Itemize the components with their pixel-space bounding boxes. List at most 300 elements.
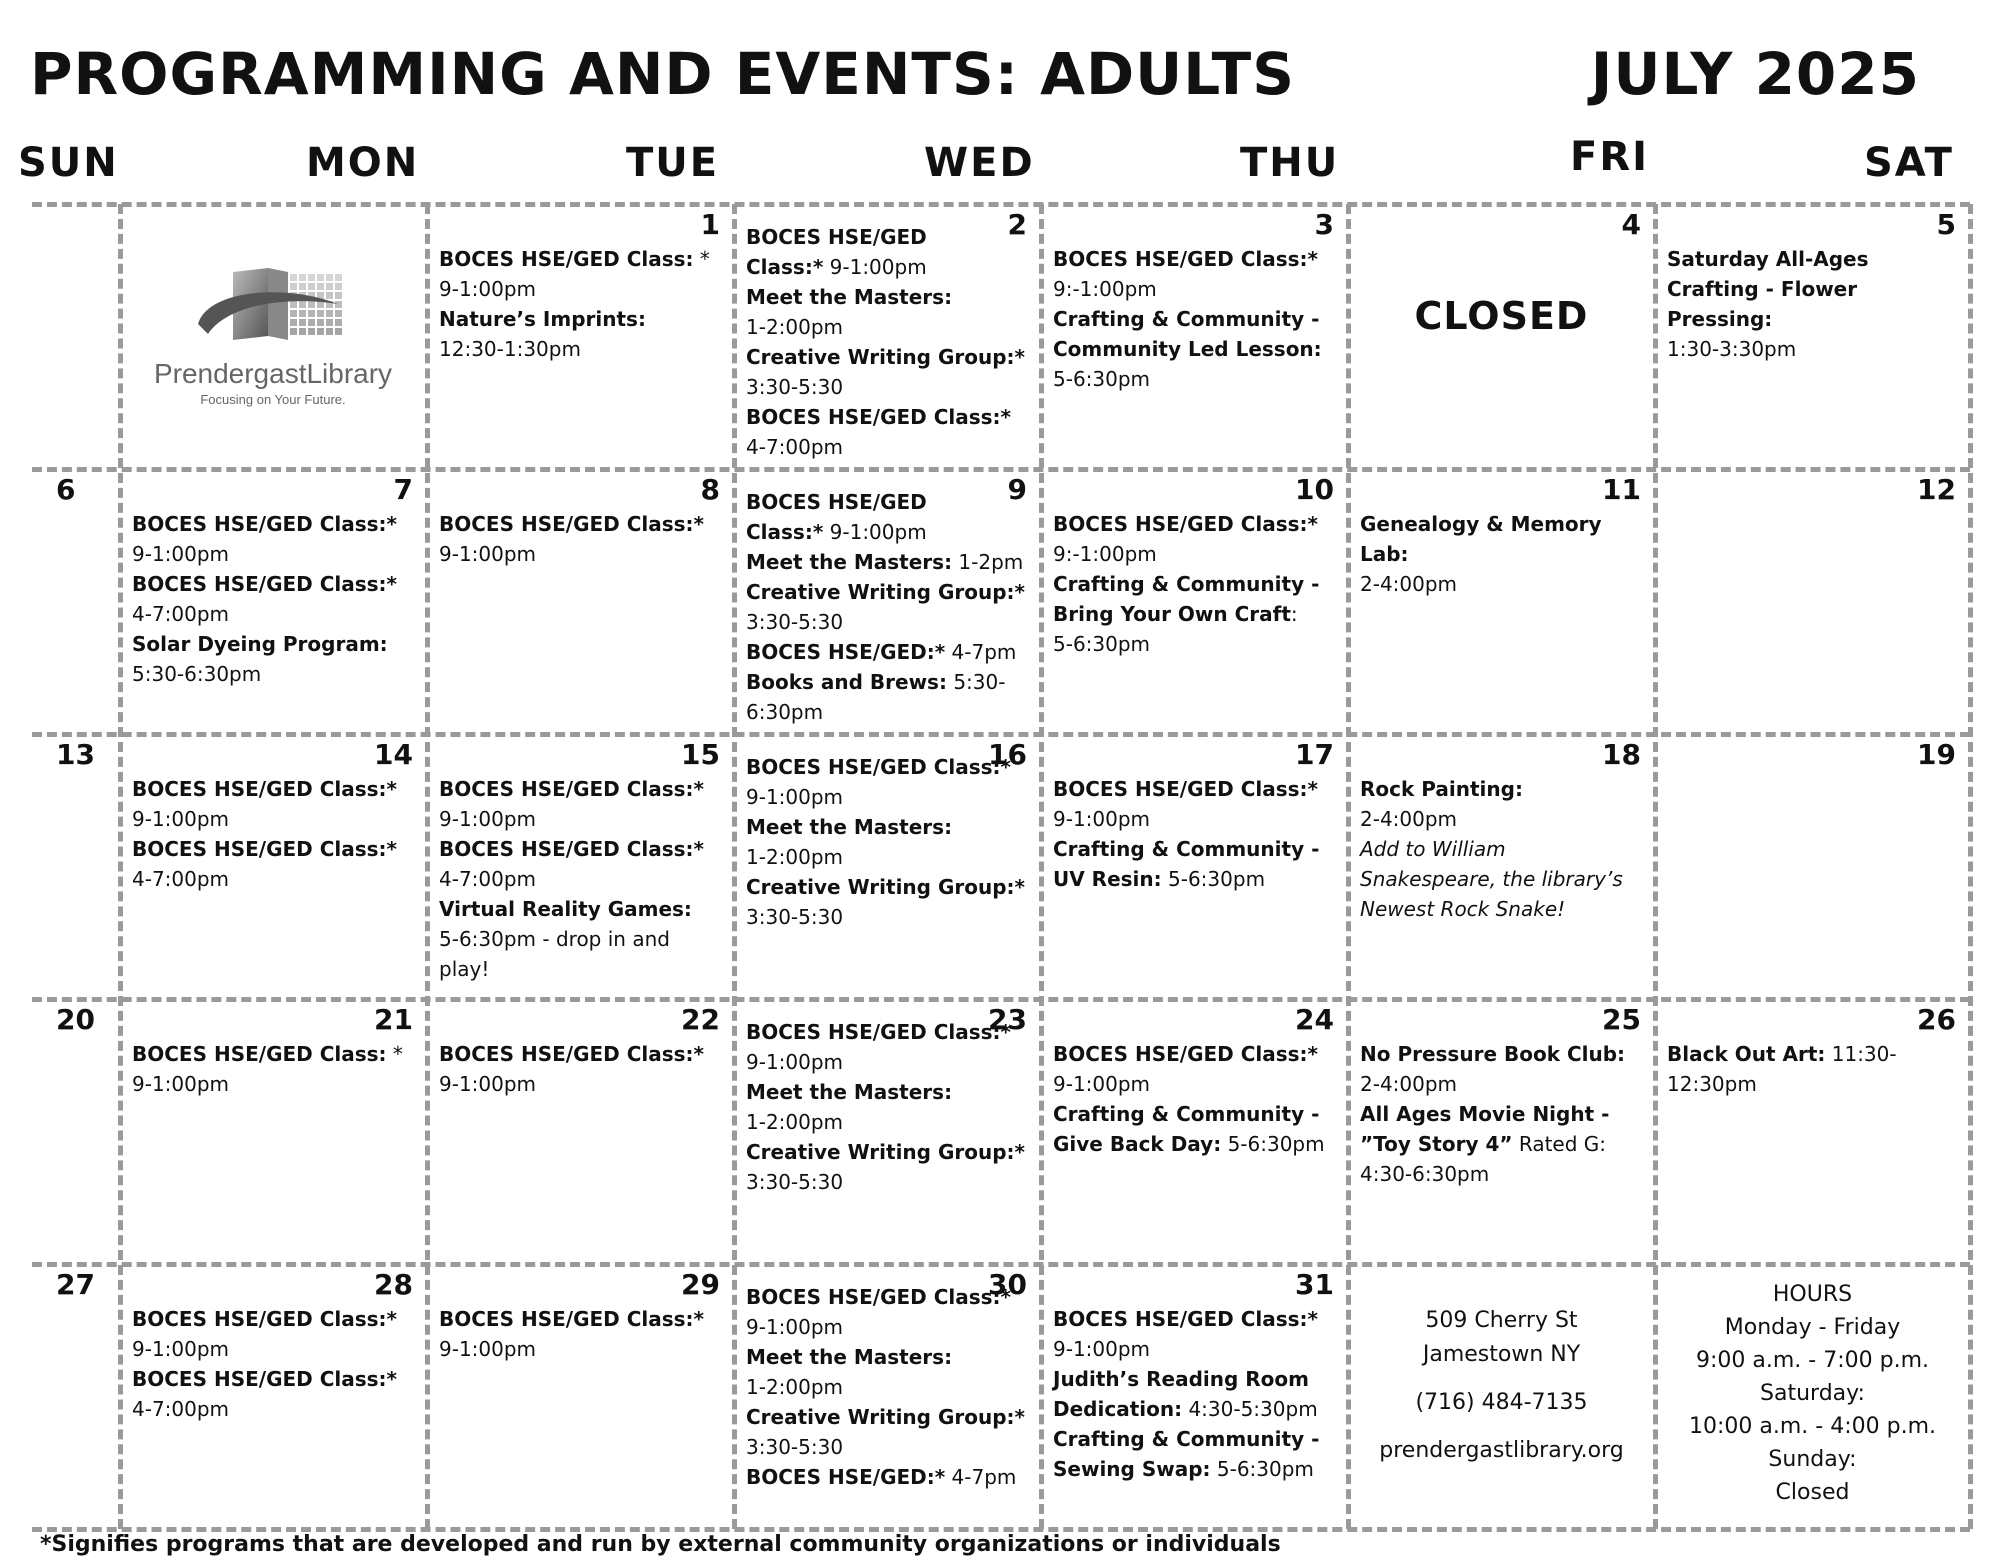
event-line	[1360, 1159, 1645, 1189]
event-line	[132, 539, 417, 569]
event-line	[132, 1069, 417, 1099]
event-time: 9-1:00pm	[132, 807, 230, 831]
event-line	[1053, 1424, 1338, 1454]
event-time: 2-4:00pm	[1360, 1072, 1458, 1096]
event-title: Dedication:	[1053, 1397, 1183, 1421]
event-time: 2-4:00pm	[1360, 572, 1458, 596]
event-line	[746, 782, 1031, 812]
event-line	[746, 667, 1031, 697]
event-list	[439, 244, 724, 364]
event-title: BOCES HSE/GED Class:*	[439, 512, 704, 536]
day-cell-sat	[1655, 1264, 1970, 1529]
hours-line: HOURS	[1772, 1282, 1853, 1307]
event-title: Meet the Masters:	[746, 1345, 953, 1369]
event-title: Meet the Masters:	[746, 550, 953, 574]
event-title: BOCES HSE/GED Class:*	[746, 405, 1011, 429]
event-time: 9-1:00pm	[439, 1072, 537, 1096]
day-cell-sun	[32, 999, 120, 1264]
event-line	[1053, 599, 1338, 629]
event-line	[746, 1372, 1031, 1402]
event-time: 5-6:30pm	[1053, 632, 1151, 656]
event-line	[1053, 1364, 1338, 1394]
event-title: Books and Brews:	[746, 670, 947, 694]
day-number: 16	[988, 738, 1027, 771]
event-time: 1-2:00pm	[746, 845, 844, 869]
day-header-wed: WED	[924, 140, 1035, 186]
event-time: 9-1:00pm	[439, 807, 537, 831]
event-time: 1-2:00pm	[746, 1110, 844, 1134]
event-title: Creative Writing Group:*	[746, 875, 1025, 899]
day-number: 9	[1007, 473, 1027, 506]
event-line	[1667, 1069, 1960, 1099]
day-cell-fri	[1348, 1264, 1655, 1529]
day-cell-tue	[427, 469, 734, 734]
event-line	[1053, 774, 1338, 804]
event-list	[746, 1282, 1031, 1492]
day-number: 13	[56, 738, 95, 771]
event-line	[1053, 1129, 1338, 1159]
day-header-tue: TUE	[626, 140, 720, 186]
event-time: 9-1:00pm	[823, 255, 927, 279]
event-line	[1053, 509, 1338, 539]
day-cell-tue	[427, 999, 734, 1264]
event-time: 2-4:00pm	[1360, 807, 1458, 831]
day-number: 24	[1295, 1003, 1334, 1036]
event-title: BOCES HSE/GED Class:*	[1053, 1307, 1318, 1331]
library-logo-tagline: Focusing on Your Future.	[200, 392, 346, 407]
hours-line: 9:00 a.m. - 7:00 p.m.	[1696, 1348, 1929, 1373]
event-line	[132, 1039, 417, 1069]
library-logo	[138, 264, 408, 407]
event-line	[439, 1334, 724, 1364]
event-line	[746, 312, 1031, 342]
event-line	[746, 1047, 1031, 1077]
day-cell-sat	[1655, 204, 1970, 469]
calendar-grid	[32, 204, 1970, 1529]
event-title: BOCES HSE/GED Class:*	[132, 572, 397, 596]
day-number: 5	[1936, 208, 1956, 241]
event-line	[746, 637, 1031, 667]
event-title: Crafting & Community -	[1053, 1102, 1320, 1126]
day-cell-thu	[1041, 999, 1348, 1264]
event-list	[746, 222, 1031, 462]
day-number: 22	[681, 1003, 720, 1036]
event-list	[439, 1304, 724, 1364]
event-line	[439, 509, 724, 539]
library-logo-icon	[138, 264, 408, 354]
event-time: 9:-1:00pm	[1053, 277, 1157, 301]
event-line	[746, 812, 1031, 842]
event-title: Creative Writing Group:*	[746, 345, 1025, 369]
event-line	[132, 509, 417, 539]
event-title: BOCES HSE/GED Class:*	[132, 1367, 397, 1391]
event-line	[132, 629, 417, 659]
day-cell-fri	[1348, 999, 1655, 1264]
event-title: Crafting & Community -	[1053, 1427, 1320, 1451]
event-time: 5-6:30pm	[1221, 1132, 1325, 1156]
event-time: 9:-1:00pm	[1053, 542, 1157, 566]
event-note: Snakespeare, the library’s	[1360, 867, 1623, 891]
day-number: 2	[1007, 208, 1027, 241]
event-line	[746, 1432, 1031, 1462]
event-list	[439, 774, 724, 984]
event-title: BOCES HSE/GED Class:*	[746, 1285, 1011, 1309]
event-line	[1667, 1039, 1960, 1069]
event-line	[132, 774, 417, 804]
day-number: 10	[1295, 473, 1334, 506]
event-time: 5-6:30pm	[1053, 367, 1151, 391]
day-cell-thu	[1041, 469, 1348, 734]
event-title: BOCES HSE/GED Class:*	[1053, 1042, 1318, 1066]
day-cell-sun	[32, 469, 120, 734]
event-title: BOCES HSE/GED	[746, 490, 927, 514]
event-line	[1360, 894, 1645, 924]
day-cell-mon	[120, 204, 427, 469]
day-number: 4	[1621, 208, 1641, 241]
event-line	[439, 244, 724, 274]
event-list	[1667, 1039, 1960, 1099]
day-number: 29	[681, 1268, 720, 1301]
event-line	[1053, 539, 1338, 569]
event-list	[1053, 1039, 1338, 1159]
event-line	[1053, 1334, 1338, 1364]
event-title: BOCES HSE/GED Class:*	[746, 1020, 1011, 1044]
event-line	[439, 864, 724, 894]
event-time: *	[693, 247, 710, 271]
event-title: Community Led Lesson:	[1053, 337, 1322, 361]
event-line	[132, 1364, 417, 1394]
event-title: UV Resin:	[1053, 867, 1162, 891]
event-line	[1667, 274, 1960, 334]
event-line	[1053, 629, 1338, 659]
event-list	[1360, 509, 1645, 599]
event-line	[1360, 1069, 1645, 1099]
event-title: BOCES HSE/GED Class:*	[439, 777, 704, 801]
event-line	[1053, 334, 1338, 364]
event-line	[132, 1304, 417, 1334]
day-cell-sun	[32, 734, 120, 999]
event-line	[1053, 1454, 1338, 1484]
event-title: Crafting & Community -	[1053, 307, 1320, 331]
event-title: BOCES HSE/GED Class:*	[746, 755, 1011, 779]
event-time: 4-7:00pm	[439, 867, 537, 891]
event-time: 4-7pm	[945, 1465, 1017, 1489]
event-time: 9-1:00pm	[1053, 1337, 1151, 1361]
event-time: 3:30-5:30	[746, 905, 844, 929]
event-line	[746, 1402, 1031, 1432]
day-cell-tue	[427, 204, 734, 469]
event-title: BOCES HSE/GED Class:*	[132, 837, 397, 861]
event-title: No Pressure Book Club:	[1360, 1042, 1626, 1066]
event-list	[1667, 244, 1960, 364]
event-line	[1360, 1129, 1645, 1159]
event-time: 12:30pm	[1667, 1072, 1757, 1096]
event-line	[746, 577, 1031, 607]
event-line	[132, 804, 417, 834]
day-number: 21	[374, 1003, 413, 1036]
event-line	[746, 902, 1031, 932]
event-line	[1053, 244, 1338, 274]
event-title: Meet the Masters:	[746, 1080, 953, 1104]
event-title: Solar Dyeing Program:	[132, 632, 388, 656]
day-header-thu: THU	[1240, 140, 1340, 186]
event-title: Creative Writing Group:*	[746, 580, 1025, 604]
event-line	[746, 1137, 1031, 1167]
event-line	[1667, 334, 1960, 364]
day-cell-sat	[1655, 469, 1970, 734]
event-line	[1360, 774, 1645, 804]
event-line	[439, 804, 724, 834]
day-cell-fri	[1348, 734, 1655, 999]
event-list	[746, 487, 1031, 727]
event-list	[1053, 1304, 1338, 1484]
event-line	[1053, 804, 1338, 834]
day-header-sat: SAT	[1864, 140, 1954, 186]
event-time: 9-1:00pm	[746, 1315, 844, 1339]
day-number: 3	[1314, 208, 1334, 241]
day-number: 18	[1602, 738, 1641, 771]
event-list	[746, 752, 1031, 932]
day-cell-thu	[1041, 1264, 1348, 1529]
event-line	[746, 252, 1031, 282]
event-line	[1053, 864, 1338, 894]
event-line	[1053, 1069, 1338, 1099]
event-title: Give Back Day:	[1053, 1132, 1222, 1156]
event-line	[1053, 834, 1338, 864]
event-line	[439, 334, 724, 364]
month-title: JULY 2025	[1590, 40, 1920, 108]
event-line	[746, 282, 1031, 312]
event-list	[132, 774, 417, 894]
day-cell-mon	[120, 999, 427, 1264]
event-title: Class:*	[746, 520, 824, 544]
event-line	[1360, 1099, 1645, 1129]
event-line	[132, 1334, 417, 1364]
event-title: Meet the Masters:	[746, 815, 953, 839]
day-number: 25	[1602, 1003, 1641, 1036]
event-line	[439, 924, 724, 984]
event-time: 9-1:00pm	[823, 520, 927, 544]
event-line	[1053, 1394, 1338, 1424]
event-line	[1053, 569, 1338, 599]
event-time: 1:30-3:30pm	[1667, 337, 1797, 361]
page-title: PROGRAMMING AND EVENTS: ADULTS	[30, 40, 1295, 108]
event-time: 1-2:00pm	[746, 1375, 844, 1399]
event-title: Crafting & Community -	[1053, 572, 1320, 596]
day-cell-mon	[120, 1264, 427, 1529]
event-line	[746, 402, 1031, 432]
event-title: Crafting & Community -	[1053, 837, 1320, 861]
event-title: Judith’s Reading Room	[1053, 1367, 1309, 1391]
day-cell-mon	[120, 734, 427, 999]
event-line	[1053, 1099, 1338, 1129]
event-time: 3:30-5:30	[746, 1170, 844, 1194]
event-time: 4-7:00pm	[132, 602, 230, 626]
event-title: BOCES HSE/GED:*	[746, 640, 946, 664]
event-time: 9-1:00pm	[746, 785, 844, 809]
event-time: 11:30-	[1825, 1042, 1897, 1066]
day-number: 19	[1917, 738, 1956, 771]
event-list	[132, 1304, 417, 1424]
event-title: BOCES HSE/GED Class:	[439, 247, 694, 271]
day-cell-wed	[734, 734, 1041, 999]
day-header-fri: FRI	[1570, 134, 1650, 180]
day-number: 20	[56, 1003, 95, 1036]
event-title: BOCES HSE/GED Class:*	[132, 512, 397, 536]
event-line	[746, 517, 1031, 547]
event-line	[1360, 569, 1645, 599]
event-line	[746, 1312, 1031, 1342]
event-title: Class:*	[746, 255, 824, 279]
event-time: 5-6:30pm	[1210, 1457, 1314, 1481]
event-time: 6:30pm	[746, 700, 824, 724]
day-cell-sat	[1655, 999, 1970, 1264]
event-line	[746, 372, 1031, 402]
event-time: 1-2pm	[952, 550, 1024, 574]
event-line	[1360, 834, 1645, 864]
hours-line: Monday - Friday	[1724, 1315, 1901, 1340]
event-line	[746, 222, 1031, 252]
event-line	[1053, 364, 1338, 394]
event-time: 9-1:00pm	[439, 542, 537, 566]
event-list	[746, 1017, 1031, 1197]
event-line	[746, 342, 1031, 372]
event-line	[439, 539, 724, 569]
event-title: Meet the Masters:	[746, 285, 953, 309]
event-time: 5:30-	[946, 670, 1006, 694]
day-number: 27	[56, 1268, 95, 1301]
day-number: 28	[374, 1268, 413, 1301]
day-cell-thu	[1041, 734, 1348, 999]
event-line	[439, 304, 724, 334]
event-time: *	[386, 1042, 403, 1066]
event-line	[1360, 509, 1645, 569]
event-time: 9-1:00pm	[132, 1337, 230, 1361]
event-line	[439, 1039, 724, 1069]
day-number: 15	[681, 738, 720, 771]
event-note: Add to William	[1360, 837, 1506, 861]
event-title: All Ages Movie Night -	[1360, 1102, 1610, 1126]
day-cell-sun	[32, 204, 120, 469]
hours-line: Closed	[1775, 1480, 1850, 1505]
event-time: 1-2:00pm	[746, 315, 844, 339]
event-line	[746, 547, 1031, 577]
day-cell-fri	[1348, 469, 1655, 734]
event-time: 4:30-6:30pm	[1360, 1162, 1490, 1186]
day-number: 31	[1295, 1268, 1334, 1301]
event-list	[439, 509, 724, 569]
event-title: Creative Writing Group:*	[746, 1140, 1025, 1164]
event-title: BOCES HSE/GED	[746, 225, 927, 249]
event-time: 9-1:00pm	[132, 1072, 230, 1096]
event-title: BOCES HSE/GED:*	[746, 1465, 946, 1489]
event-title: ”Toy Story 4”	[1360, 1132, 1513, 1156]
event-line	[1360, 1039, 1645, 1069]
event-title: Sewing Swap:	[1053, 1457, 1211, 1481]
library-logo-name: PrendergastLibrary	[153, 358, 393, 389]
day-number: 17	[1295, 738, 1334, 771]
event-line	[1053, 1039, 1338, 1069]
event-title: Virtual Reality Games:	[439, 897, 692, 921]
day-cell-mon	[120, 469, 427, 734]
day-number: 30	[988, 1268, 1027, 1301]
closed-label: CLOSED	[1414, 294, 1589, 338]
event-line	[746, 432, 1031, 462]
contact-line: (716) 484-7135	[1415, 1390, 1588, 1415]
library-hours	[1655, 1278, 1970, 1509]
event-time: 4:30-5:30pm	[1182, 1397, 1318, 1421]
event-title: Crafting - Flower Pressing:	[1667, 277, 1858, 331]
day-cell-tue	[427, 1264, 734, 1529]
event-list	[1053, 509, 1338, 659]
event-time: 9-1:00pm	[439, 277, 537, 301]
event-line	[1360, 864, 1645, 894]
event-title: BOCES HSE/GED Class:*	[132, 777, 397, 801]
event-list	[132, 1039, 417, 1099]
day-number: 12	[1917, 473, 1956, 506]
event-line	[746, 872, 1031, 902]
event-list	[1360, 774, 1645, 924]
event-line	[439, 894, 724, 924]
event-line	[746, 607, 1031, 637]
day-cell-tue	[427, 734, 734, 999]
event-time: 3:30-5:30	[746, 610, 844, 634]
event-list	[439, 1039, 724, 1099]
event-line	[439, 834, 724, 864]
hours-line: 10:00 a.m. - 4:00 p.m.	[1689, 1414, 1936, 1439]
event-title: Rock Painting:	[1360, 777, 1523, 801]
event-time: 4-7:00pm	[132, 1397, 230, 1421]
event-title: BOCES HSE/GED Class:*	[1053, 247, 1318, 271]
event-time: 3:30-5:30	[746, 375, 844, 399]
event-line	[439, 274, 724, 304]
day-header-sun: SUN	[18, 140, 119, 186]
day-cell-fri	[1348, 204, 1655, 469]
hours-line: Saturday:	[1760, 1381, 1865, 1406]
event-line	[746, 1017, 1031, 1047]
event-time: 3:30-5:30	[746, 1435, 844, 1459]
event-note: Newest Rock Snake!	[1360, 897, 1566, 921]
event-list	[1053, 774, 1338, 894]
event-time: Rated G:	[1512, 1132, 1607, 1156]
event-title: Black Out Art:	[1667, 1042, 1826, 1066]
event-line	[1053, 274, 1338, 304]
day-header-mon: MON	[306, 140, 420, 186]
event-line	[439, 1069, 724, 1099]
day-cell-thu	[1041, 204, 1348, 469]
event-line	[746, 487, 1031, 517]
event-title: BOCES HSE/GED Class:*	[1053, 512, 1318, 536]
event-time: 5-6:30pm	[1161, 867, 1266, 891]
event-title: BOCES HSE/GED Class:	[132, 1042, 387, 1066]
event-line	[132, 864, 417, 894]
event-line	[439, 1304, 724, 1334]
library-contact	[1348, 1304, 1655, 1468]
event-time: 9-1:00pm	[439, 1337, 537, 1361]
event-line	[746, 1462, 1031, 1492]
event-title: Bring Your Own Craft	[1053, 602, 1291, 626]
day-number: 23	[988, 1003, 1027, 1036]
event-time: 12:30-1:30pm	[439, 337, 581, 361]
event-line	[746, 1282, 1031, 1312]
event-line	[1667, 244, 1960, 274]
event-line	[1360, 804, 1645, 834]
event-line	[746, 1167, 1031, 1197]
event-time: 4-7:00pm	[746, 435, 844, 459]
event-time: 4-7pm	[945, 640, 1017, 664]
event-time: 4-7:00pm	[132, 867, 230, 891]
day-number: 14	[374, 738, 413, 771]
